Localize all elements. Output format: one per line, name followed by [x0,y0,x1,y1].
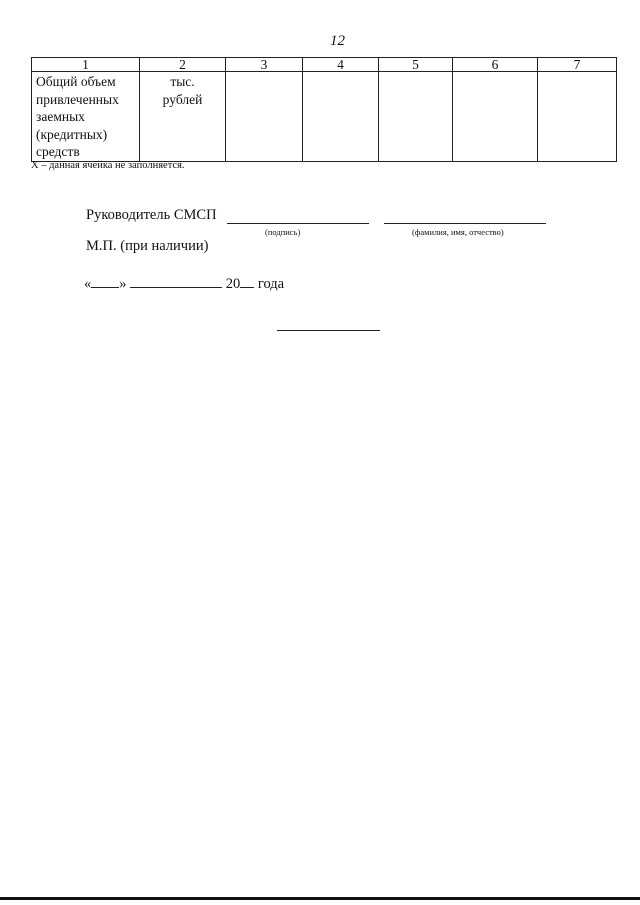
table-row [32,72,617,162]
indicator-table [31,57,617,162]
footnote: X – данная ячейка не заполняется. [31,160,185,171]
table-header-row [32,58,617,72]
date-line [84,274,284,293]
signature-blank[interactable] [227,207,369,224]
column-header-3: 3 [226,58,303,72]
closing-divider [277,330,380,331]
value-cell-3[interactable] [226,72,303,162]
unit-cell: тыс. рублей [140,72,226,162]
value-cell-4[interactable] [303,72,379,162]
year-suffix: года [257,276,285,292]
date-open-quote: « [84,276,92,292]
signature-hint: (подпись) [265,227,301,237]
signature-label: Руководитель СМСП [86,207,217,223]
month-blank[interactable] [130,274,222,288]
day-blank[interactable] [91,274,119,288]
column-header-5: 5 [379,58,453,72]
year-prefix: 20 [225,276,241,292]
column-header-7: 7 [538,58,617,72]
full-name-blank[interactable] [384,207,546,224]
year-blank[interactable] [240,274,254,288]
column-header-1: 1 [32,58,140,72]
column-header-2: 2 [140,58,226,72]
column-header-4: 4 [303,58,379,72]
date-close-quote: » [119,276,127,292]
full-name-hint: (фамилия, имя, отчество) [412,227,504,237]
stamp-note: М.П. (при наличии) [86,238,209,254]
column-header-6: 6 [453,58,538,72]
value-cell-5[interactable] [379,72,453,162]
value-cell-7[interactable] [538,72,617,162]
value-cell-6[interactable] [453,72,538,162]
indicator-name-cell: Общий объем привлеченных заемных (кредитных) средств [32,72,140,162]
page-number: 12 [330,33,345,49]
page-bottom-border [0,897,640,900]
